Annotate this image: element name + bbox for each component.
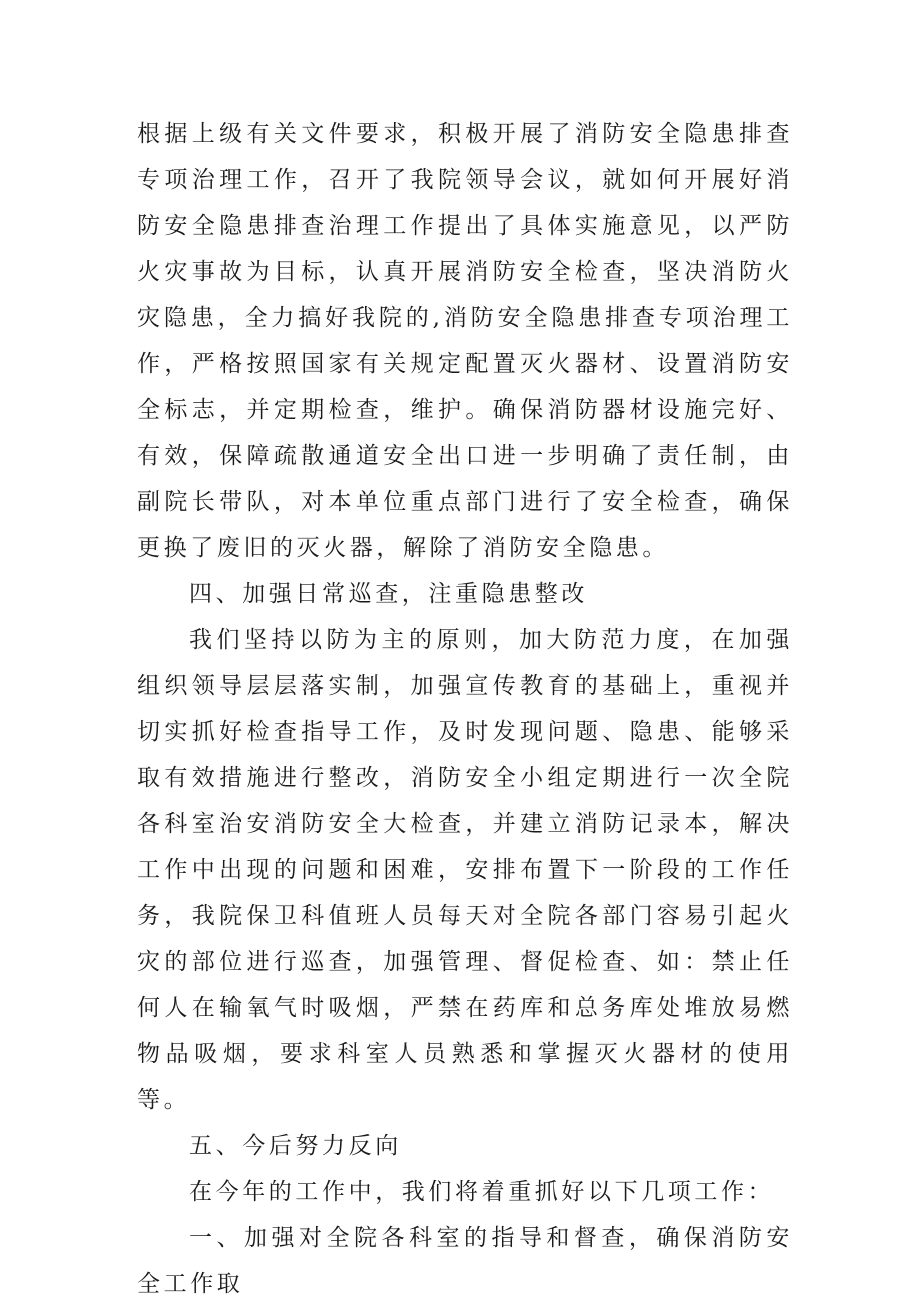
- body-paragraph: 在今年的工作中，我们将着重抓好以下几项工作：: [189, 1179, 775, 1205]
- section-heading-five: 五、今后努力反向: [189, 1133, 402, 1159]
- body-paragraph: 一、加强对全院各科室的指导和督查，确保消防安全工作取: [137, 1225, 793, 1297]
- body-paragraph: 根据上级有关文件要求，积极开展了消防安全隐患排查专项治理工作，召开了我院领导会议，就如何开展好消防安全隐患排查治理工作提出了具体实施意见，以严防火灾事故为目标，认真开展消防安全检查，坚决消防火灾隐患，全力搞好我院的,消防安全隐患排查专项治理工作，严格按照国家有关规定配置灭火器材、设置消防安全标志，并定期检查，维护。确保消防器材设施完好、有效，保障疏散通道安全出口进一步明确了责任制，由副院长带队，对本单位重点部门进行了安全检查，确保更换了废旧的灭火器，解除了消防安全隐患。: [137, 121, 793, 561]
- section-heading-four: 四、加强日常巡查，注重隐患整改: [189, 581, 588, 607]
- body-paragraph: 我们坚持以防为主的原则，加大防范力度，在加强组织领导层层落实制，加强宣传教育的基础上，重视并切实抓好检查指导工作，及时发现问题、隐患、能够采取有效措施进行整改，消防安全小组定期进行一次全院各科室治安消防安全大检查，并建立消防记录本，解决工作中出现的问题和困难，安排布置下一阶段的工作任务，我院保卫科值班人员每天对全院各部门容易引起火灾的部位进行巡查，加强管理、督促检查、如：禁止任何人在输氧气时吸烟，严禁在药库和总务库处堆放易燃物品吸烟，要求科室人员熟悉和掌握灭火器材的使用等。: [137, 627, 793, 1113]
- document-body: [137, 111, 793, 1307]
